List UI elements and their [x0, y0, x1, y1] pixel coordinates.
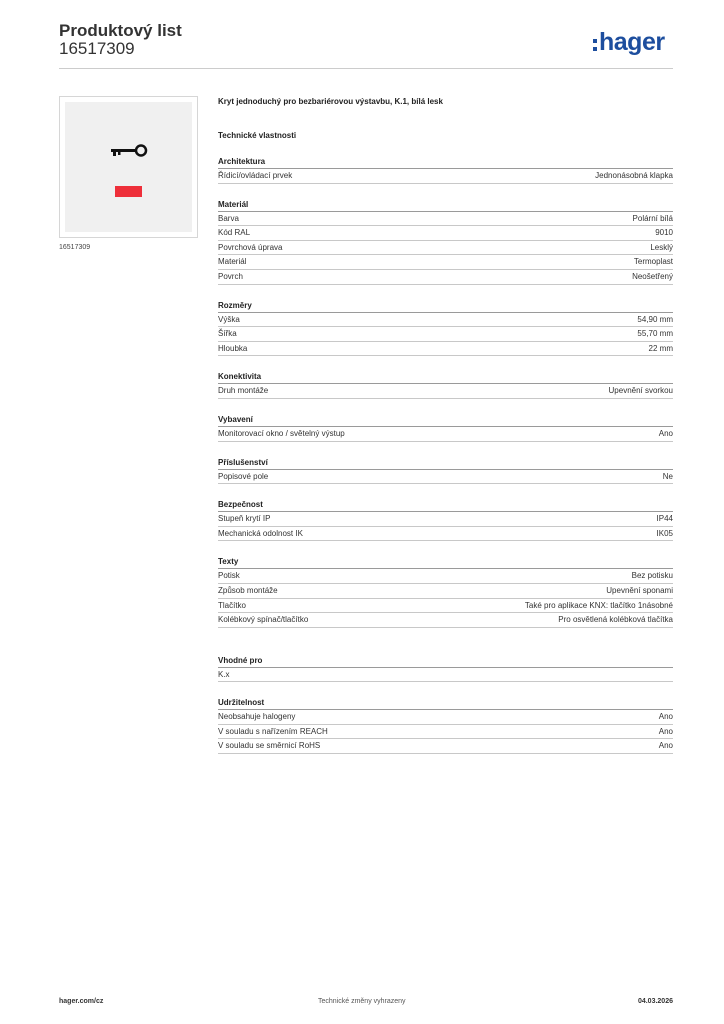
- footer-date: 04.03.2026: [637, 998, 673, 1005]
- property-row: [218, 613, 673, 628]
- image-caption: 16517309: [59, 244, 91, 251]
- footer-disclaimer: Technické změny vyhrazeny: [318, 998, 406, 1005]
- property-row: [218, 313, 673, 328]
- section-title: Příslušenství: [218, 457, 673, 470]
- section-title: Vhodné pro: [218, 655, 673, 668]
- section-title: Konektivita: [218, 371, 673, 384]
- property-label: Hloubka: [218, 343, 248, 353]
- property-label: Popisové pole: [218, 471, 269, 481]
- hager-logo[interactable]: [593, 28, 665, 57]
- section-title: Vybavení: [218, 414, 673, 427]
- property-label: Barva: [218, 213, 239, 223]
- property-row: [218, 584, 673, 599]
- logo-text: hager: [599, 28, 665, 56]
- property-value: Ano: [658, 741, 673, 751]
- property-value: Ne: [662, 471, 673, 481]
- properties-sections: [218, 156, 673, 754]
- section: [218, 414, 673, 442]
- product-image-surface: [65, 102, 192, 232]
- property-value: Ano: [658, 712, 673, 722]
- product-title: Kryt jednoduchý pro bezbariérovou výstavbu, K.1, bílá lesk: [218, 97, 443, 106]
- property-value: Termoplast: [633, 257, 673, 267]
- property-row: [218, 527, 673, 542]
- property-row: [218, 599, 673, 614]
- property-label: Šířka: [218, 329, 237, 339]
- property-label: Povrchová úprava: [218, 242, 283, 252]
- property-label: Stupeň krytí IP: [218, 514, 271, 524]
- property-label: Tlačítko: [218, 600, 247, 610]
- property-value: Jednonásobná klapka: [595, 171, 673, 180]
- section: [218, 457, 673, 485]
- section: [218, 156, 673, 184]
- property-label: K.x: [218, 669, 230, 679]
- section-title: Architektura: [218, 156, 673, 169]
- property-row: [218, 668, 673, 683]
- property-label: Materiál: [218, 257, 247, 267]
- property-row: [218, 327, 673, 342]
- property-value: 9010: [655, 228, 673, 238]
- section: [218, 499, 673, 541]
- property-row: [218, 427, 673, 442]
- section-title: Materiál: [218, 199, 673, 212]
- section: [218, 199, 673, 285]
- property-value: 22 mm: [648, 343, 673, 353]
- property-value: IP44: [656, 514, 673, 524]
- property-row: [218, 241, 673, 256]
- property-value: IK05: [656, 528, 673, 538]
- section-title: Bezpečnost: [218, 499, 673, 512]
- property-value: Upevnění sponami: [606, 585, 673, 595]
- property-row: [218, 255, 673, 270]
- section-title: Rozměry: [218, 300, 673, 313]
- section: [218, 371, 673, 399]
- property-value: Lesklý: [650, 242, 673, 252]
- section: [218, 300, 673, 357]
- property-row: [218, 470, 673, 485]
- property-label: V souladu s nařízením REACH: [218, 726, 328, 736]
- property-label: Výška: [218, 314, 240, 324]
- property-value: Bez potisku: [631, 571, 673, 581]
- header-divider: [59, 68, 673, 69]
- property-row: [218, 384, 673, 399]
- property-label: Kolébkový spínač/tlačítko: [218, 615, 309, 625]
- product-image: [59, 96, 198, 238]
- property-label: V souladu se směrnicí RoHS: [218, 741, 321, 751]
- property-row: [218, 569, 673, 584]
- property-row: [218, 739, 673, 754]
- property-label: Mechanická odolnost IK: [218, 528, 303, 538]
- property-label: Monitorovací okno / světelný výstup: [218, 428, 345, 438]
- property-label: Povrch: [218, 271, 243, 281]
- property-row: [218, 212, 673, 227]
- section-title: Texty: [218, 556, 673, 569]
- section-title: Udržitelnost: [218, 697, 673, 710]
- property-value: Pro osvětlená kolébková tlačítka: [558, 615, 673, 625]
- property-row: [218, 512, 673, 527]
- property-value: Ano: [658, 428, 673, 438]
- footer-website-link[interactable]: hager.com/cz: [59, 998, 104, 1005]
- property-row: [218, 342, 673, 357]
- property-value: Upevnění svorkou: [608, 386, 673, 396]
- property-label: Potisk: [218, 571, 240, 581]
- property-value: Také pro aplikace KNX: tlačítko 1násobné: [524, 600, 673, 610]
- property-row: [218, 725, 673, 740]
- property-value: Ano: [658, 726, 673, 736]
- property-value: 55,70 mm: [637, 329, 673, 339]
- property-value: Neošetřený: [632, 271, 673, 281]
- property-label: Neobsahuje halogeny: [218, 712, 296, 722]
- page-title: Produktový list: [59, 21, 182, 40]
- technical-properties-heading: Technické vlastnosti: [218, 131, 297, 140]
- light-window: [115, 186, 142, 197]
- product-content: [218, 96, 673, 754]
- property-label: Kód RAL: [218, 228, 251, 238]
- property-row: [218, 710, 673, 725]
- property-row: [218, 270, 673, 285]
- property-value: 54,90 mm: [637, 314, 673, 324]
- section: [218, 556, 673, 627]
- logo-dots-icon: [593, 39, 597, 51]
- property-value: Polární bílá: [632, 213, 673, 223]
- property-label: Druh montáže: [218, 386, 269, 396]
- section: [218, 655, 673, 683]
- property-label: Řídicí/ovládací prvek: [218, 171, 293, 180]
- property-row: [218, 169, 673, 184]
- key-icon: [110, 144, 150, 158]
- property-label: Způsob montáže: [218, 585, 278, 595]
- property-row: [218, 226, 673, 241]
- product-number: 16517309: [59, 39, 135, 58]
- section: [218, 697, 673, 754]
